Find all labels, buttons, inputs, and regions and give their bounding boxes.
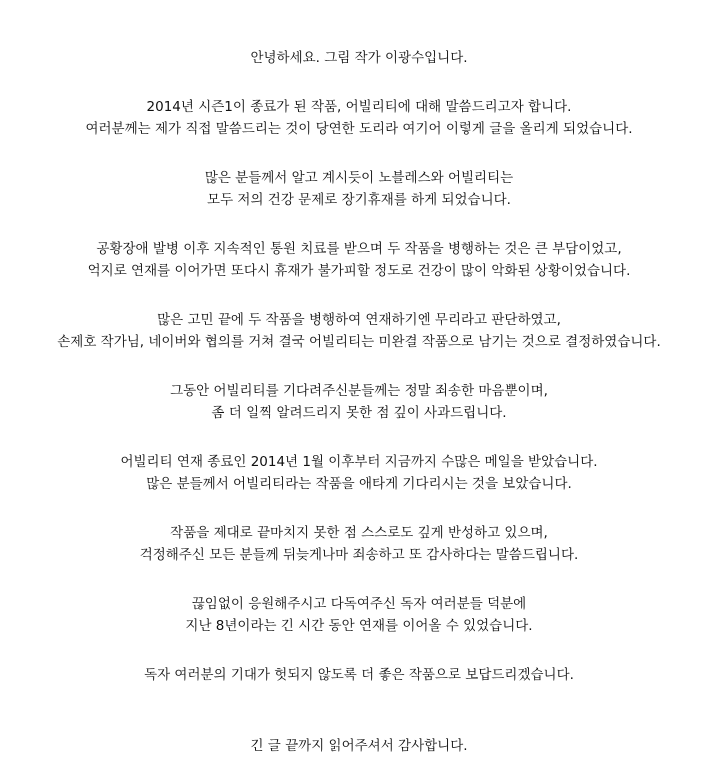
paragraph-season-end: [0, 96, 718, 140]
paragraph-reflection: [0, 522, 718, 566]
paragraph-decision: [0, 309, 718, 353]
paragraph-promise: [0, 664, 718, 686]
paragraph-line: 많은 분들께서 어빌리티라는 작품을 애타게 기다리시는 것을 보았습니다.: [146, 476, 572, 492]
paragraph-line: 많은 고민 끝에 두 작품을 병행하여 연재하기엔 무리라고 판단하였고,: [157, 312, 561, 328]
paragraph-line: 작품을 제대로 끝마치지 못한 점 스스로도 깊게 반성하고 있으며,: [170, 525, 548, 541]
paragraph-line: 끊임없이 응원해주시고 다독여주신 독자 여러분들 덕분에: [191, 596, 527, 612]
paragraph-apology: [0, 380, 718, 424]
paragraph-line: 걱정해주신 모든 분들께 뒤늦게나마 죄송하고 또 감사하다는 말씀드립니다.: [139, 547, 579, 563]
paragraph-line: 공황장애 발병 이후 지속적인 통원 치료를 받으며 두 작품을 병행하는 것은 큰 부담이었고,: [96, 241, 622, 257]
paragraph-line: 손제호 작가님, 네이버와 협의를 거쳐 결국 어빌리티는 미완결 작품으로 남기는 것으로 결정하였습니다.: [57, 334, 661, 350]
greeting-paragraph: [0, 47, 718, 69]
paragraph-line: 좀 더 일찍 알려드리지 못한 점 깊이 사과드립니다.: [211, 405, 507, 421]
paragraph-line: 독자 여러분의 기대가 헛되지 않도록 더 좋은 작품으로 보답드리겠습니다.: [144, 667, 574, 683]
notice-letter: [0, 47, 718, 784]
paragraph-line: 여러분께는 제가 직접 말씀드리는 것이 당연한 도리라 여기어 이렇게 글을 올리게 되었습니다.: [85, 121, 633, 137]
paragraph-line: 억지로 연재를 이어가면 또다시 휴재가 불가피할 정도로 건강이 많이 악화된 상황이었습니다.: [87, 263, 631, 279]
paragraph-line: 많은 분들께서 알고 계시듯이 노블레스와 어빌리티는: [204, 170, 514, 186]
paragraph-line: 어빌리티 연재 종료인 2014년 1월 이후부터 지금까지 수많은 메일을 받았습니다.: [120, 454, 598, 470]
greeting-line: 안녕하세요. 그림 작가 이광수입니다.: [250, 50, 468, 66]
paragraph-line: 2014년 시즌1이 종료가 된 작품, 어빌리티에 대해 말씀드리고자 합니다.: [146, 99, 572, 115]
paragraph-line: 모두 저의 건강 문제로 장기휴재를 하게 되었습니다.: [207, 192, 511, 208]
paragraph-line: 그동안 어빌리티를 기다려주신분들께는 정말 죄송한 마음뿐이며,: [170, 383, 548, 399]
closing-paragraph: [0, 735, 718, 757]
paragraph-health: [0, 238, 718, 282]
paragraph-mails: [0, 451, 718, 495]
paragraph-line: 지난 8년이라는 긴 시간 동안 연재를 이어올 수 있었습니다.: [185, 618, 533, 634]
paragraph-hiatus: [0, 167, 718, 211]
closing-line: 긴 글 끝까지 읽어주셔서 감사합니다.: [250, 738, 468, 754]
paragraph-gratitude: [0, 593, 718, 637]
